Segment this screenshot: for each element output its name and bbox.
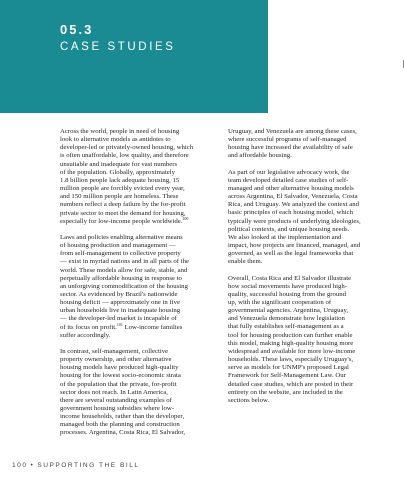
text-line: Laws and policies enabling alternative means: [60, 233, 183, 241]
text-line: urban households live in inadequate housing: [60, 307, 181, 315]
text-line: private sector to meet the demand for housing,: [60, 209, 186, 217]
intro-paragraph: [60, 128, 210, 226]
text-line: [60, 215, 210, 226]
text-line: million people are forcibly evicted every year,: [60, 185, 185, 193]
text-line: and affordable housing.: [228, 152, 292, 160]
continuation-paragraph: [228, 128, 378, 161]
text-line: world. These models allow for safe, stable, and: [60, 266, 188, 274]
text-line: 1.8 billion people lack adequate housing, 15: [60, 176, 180, 184]
text-line: and 150 million people are homeless. These: [60, 193, 179, 201]
text-line: widespread and available for more low-income: [228, 347, 356, 355]
text-line: detailed case studies, which are posted in their: [228, 380, 354, 388]
text-line: up, with the significant cooperation of: [228, 298, 332, 306]
text-line: is often unaffordable, low quality, and therefore: [60, 152, 189, 160]
text-fragment: Low-income families: [122, 323, 183, 331]
text-line: from self-management to collective property: [60, 250, 181, 258]
text-line: of housing production and management —: [60, 242, 176, 250]
footer-bullet: •: [30, 462, 35, 469]
footnote-ref-100: 100: [182, 215, 189, 221]
text-line: government housing subsidies where low-: [60, 405, 174, 412]
text-line: housing models have produced high-quality: [60, 364, 179, 372]
text-line: — exist in myriad nations and in all parts of the: [60, 258, 189, 266]
text-line: typically were products of underlying ideologies,: [228, 217, 361, 225]
text-line: basic principles of each housing model, which: [228, 209, 354, 217]
right-text-column: [228, 128, 378, 413]
text-line: this model, making high-quality housing more: [228, 339, 354, 347]
overall-paragraph: [228, 275, 378, 406]
text-line: Rica, and Uruguay. We analyzed the context and: [228, 201, 360, 209]
text-line: tool for housing production can further enable: [228, 331, 353, 339]
text-line: enable them.: [228, 258, 263, 266]
text-line: entirety on the website, are included in the: [228, 388, 343, 396]
text-line: sector does not reach. In Latin America,: [60, 388, 168, 396]
section-title: CASE STUDIES: [60, 41, 176, 53]
text-line: where successful programs of self-managed: [228, 136, 347, 144]
text-line: Framework for Self-Management Law. Our: [228, 372, 346, 380]
section-header-block: [0, 0, 268, 113]
text-line: across Argentina, El Salvador, Venezuela, Costa: [228, 193, 358, 201]
text-line: We also looked at the implementation and: [228, 233, 342, 241]
section-number: 05.3: [60, 22, 94, 37]
text-fragment: especially for low-income people worldwide.: [60, 217, 183, 225]
footnote-ref-101: 101: [116, 321, 123, 327]
text-line: how social movements have produced high-: [228, 282, 348, 290]
text-line: look to alternative models as antidotes to: [60, 136, 171, 144]
text-line: and Venezuela demonstrate how legislation: [228, 315, 345, 323]
text-line: perpetually affordable housing in response to: [60, 274, 182, 282]
text-line: As part of our legislative advocacy work, the: [228, 168, 350, 176]
text-line: governed, as well as the legal frameworks that: [228, 250, 354, 258]
left-text-column: [60, 128, 210, 446]
text-line: serve as models for UNMP's proposed Legal: [228, 364, 349, 372]
text-line: suffer accordingly.: [60, 331, 111, 339]
text-line: Across the world, people in need of housing: [60, 128, 180, 135]
text-line: processes. Argentina, Costa Rica, El Salvador,: [60, 429, 186, 437]
text-line: impact, how projects are financed, managed, and: [228, 242, 361, 250]
text-line: sections below.: [228, 396, 270, 404]
text-fragment: of its focus on profit.: [60, 323, 117, 331]
text-line: In contrast, self-management, collective: [60, 347, 169, 355]
running-title: SUPPORTING THE BILL: [37, 462, 140, 469]
advocacy-paragraph: [228, 169, 378, 267]
laws-paragraph: [60, 234, 210, 340]
text-line: quality, successful housing from the ground: [228, 290, 347, 298]
text-line: households. These laws, especially Uruguay's,: [228, 356, 354, 364]
text-line: Overall, Costa Rica and El Salvador illustrate: [228, 274, 352, 282]
text-line: unsuitable and inadequate for vast numbers: [60, 160, 178, 168]
text-line: governmental agencies. Argentina, Uruguay,: [228, 307, 349, 315]
text-line: of the population that the private, for-profit: [60, 380, 177, 388]
text-line: of the population. Globally, approximately: [60, 168, 176, 176]
text-line: [60, 321, 210, 332]
text-line: that fully establishes self-management as a: [228, 323, 344, 331]
text-line: housing have increased the availability of safe: [228, 144, 353, 152]
page-footer: [12, 462, 140, 469]
text-line: housing for the lowest socio-economic strata: [60, 372, 181, 380]
text-line: managed both the planning and construction: [60, 421, 180, 429]
text-line: there are several outstanding examples of: [60, 396, 172, 404]
text-line: housing deficit — approximately one in five: [60, 299, 180, 307]
text-line: sector. As evidenced by Brazil's nationwide: [60, 290, 178, 298]
text-line: team developed detailed case studies of self-: [228, 176, 349, 184]
text-line: managed and other alternative housing models: [228, 184, 354, 192]
text-line: property ownership, and other alternative: [60, 356, 172, 364]
text-line: political contexts, and unique housing needs.: [228, 225, 350, 233]
text-line: Uruguay, and Venezuela are among these cases,: [228, 128, 357, 135]
page-number: 100: [12, 462, 28, 469]
contrast-paragraph: [60, 348, 210, 438]
text-line: — the developer-led market is incapable of: [60, 315, 177, 323]
text-line: developer-led or privately-owned housing, which: [60, 144, 194, 152]
text-line: income households, rather than the developer,: [60, 413, 185, 421]
text-line: an unforgiving commodification of the housing: [60, 282, 188, 290]
text-line: numbers reflect a deep failure by the for-profit: [60, 201, 186, 209]
